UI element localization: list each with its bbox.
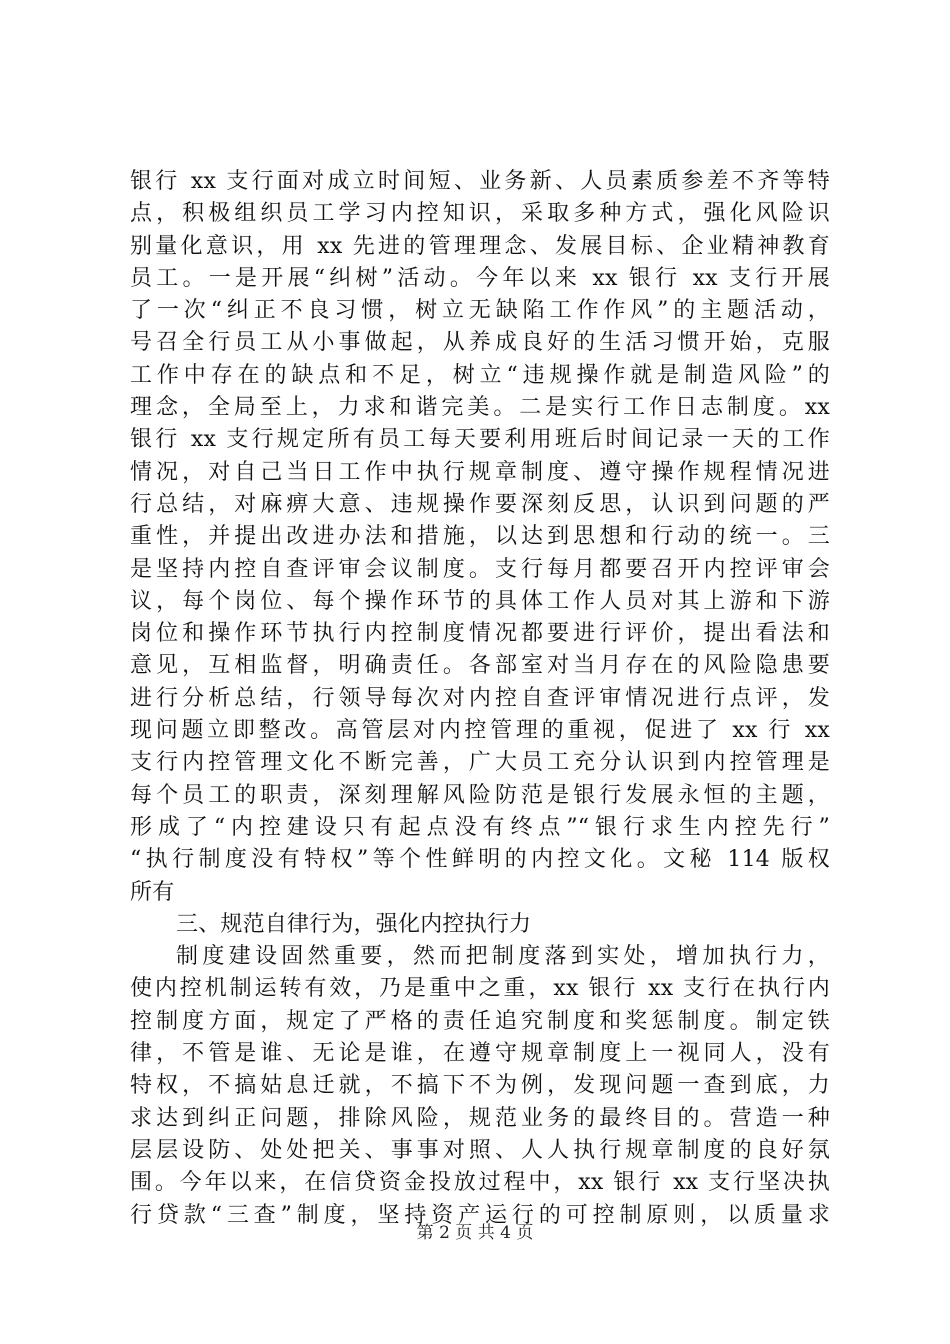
text-line: 现问题立即整改。高管层对内控管理的重视，促进了 xx 行 xx <box>130 718 830 744</box>
text-line: 律，不管是谁、无论是谁，在遵守规章制度上一视同人，没有 <box>130 1041 830 1067</box>
text-line: 是坚持内控自查评审会议制度。支行每月都要召开内控评审会 <box>130 556 830 582</box>
text-line: 点，积极组织员工学习内控知识，采取多种方式，强化风险识 <box>130 201 830 227</box>
text-line: 每个员工的职责，深刻理解风险防范是银行发展永恒的主题， <box>130 782 830 808</box>
text-line: 别量化意识，用 xx 先进的管理理念、发展目标、企业精神教育 <box>130 233 830 259</box>
text-line: “执行制度没有特权”等个性鲜明的内控文化。文秘 114 版权 <box>130 847 830 873</box>
text-line: 重性，并提出改进办法和措施，以达到思想和行动的统一。三 <box>130 524 830 550</box>
text-line: 特权，不搞姑息迁就，不搞下不为例，发现问题一查到底，力 <box>130 1073 830 1099</box>
text-line: 意见，互相监督，明确责任。各部室对当月存在的风险隐患要 <box>130 653 830 679</box>
text-line: 岗位和操作环节执行内控制度情况都要进行评价，提出看法和 <box>130 621 830 647</box>
text-line: 行总结，对麻痹大意、违规操作要深刻反思，认识到问题的严 <box>130 491 830 517</box>
page-footer: 第 2 页 共 4 页 <box>416 1223 534 1243</box>
text-line: 情况，对自己当日工作中执行规章制度、遵守操作规程情况进 <box>130 459 830 485</box>
section-paragraph <box>130 941 830 1232</box>
text-line: 理念，全局至上，力求和谐完美。二是实行工作日志制度。xx <box>130 395 830 421</box>
text-line: 工作中存在的缺点和不足，树立“违规操作就是制造风险”的 <box>130 362 830 388</box>
text-line: 控制度方面，规定了严格的责任追究制度和奖惩制度。制定铁 <box>130 1008 830 1034</box>
text-line: 了一次“纠正不良习惯，树立无缺陷工作作风”的主题活动， <box>130 298 830 324</box>
text-line: 所有 <box>130 879 175 905</box>
text-line: 银行 xx 支行面对成立时间短、业务新、人员素质参差不齐等特 <box>130 169 830 194</box>
text-line: 银行 xx 支行规定所有员工每天要利用班后时间记录一天的工作 <box>130 427 830 453</box>
text-line: 层层设防、处处把关、事事对照、人人执行规章制度的良好氛 <box>130 1137 830 1163</box>
text-line: 围。今年以来，在信贷资金投放过程中，xx 银行 xx 支行坚决执 <box>130 1170 830 1196</box>
text-line: 求达到纠正问题，排除风险，规范业务的最终目的。营造一种 <box>130 1105 830 1131</box>
text-line: 支行内控管理文化不断完善，广大员工充分认识到内控管理是 <box>130 750 830 776</box>
text-line: 制度建设固然重要，然而把制度落到实处，增加执行力， <box>176 944 830 970</box>
text-line: 员工。一是开展“纠树”活动。今年以来 xx 银行 xx 支行开展 <box>130 265 830 291</box>
text-line: 议，每个岗位、每个操作环节的具体工作人员对其上游和下游 <box>130 588 830 614</box>
text-line: 行贷款“三查”制度，坚持资产运行的可控制原则，以质量求 <box>130 1202 830 1228</box>
body-paragraph <box>130 166 830 909</box>
text-line: 进行分析总结，行领导每次对内控自查评审情况进行点评，发 <box>130 685 830 711</box>
text-line: 使内控机制运转有效，乃是重中之重，xx 银行 xx 支行在执行内 <box>130 976 830 1002</box>
text-line: 号召全行员工从小事做起，从养成良好的生活习惯开始，克服 <box>130 330 830 356</box>
text-line: 形成了“内控建设只有起点没有终点”“银行求生内控先行” <box>130 814 830 840</box>
section-heading: 三、规范自律行为，强化内控执行力 <box>176 911 532 937</box>
document-body <box>130 166 830 1232</box>
